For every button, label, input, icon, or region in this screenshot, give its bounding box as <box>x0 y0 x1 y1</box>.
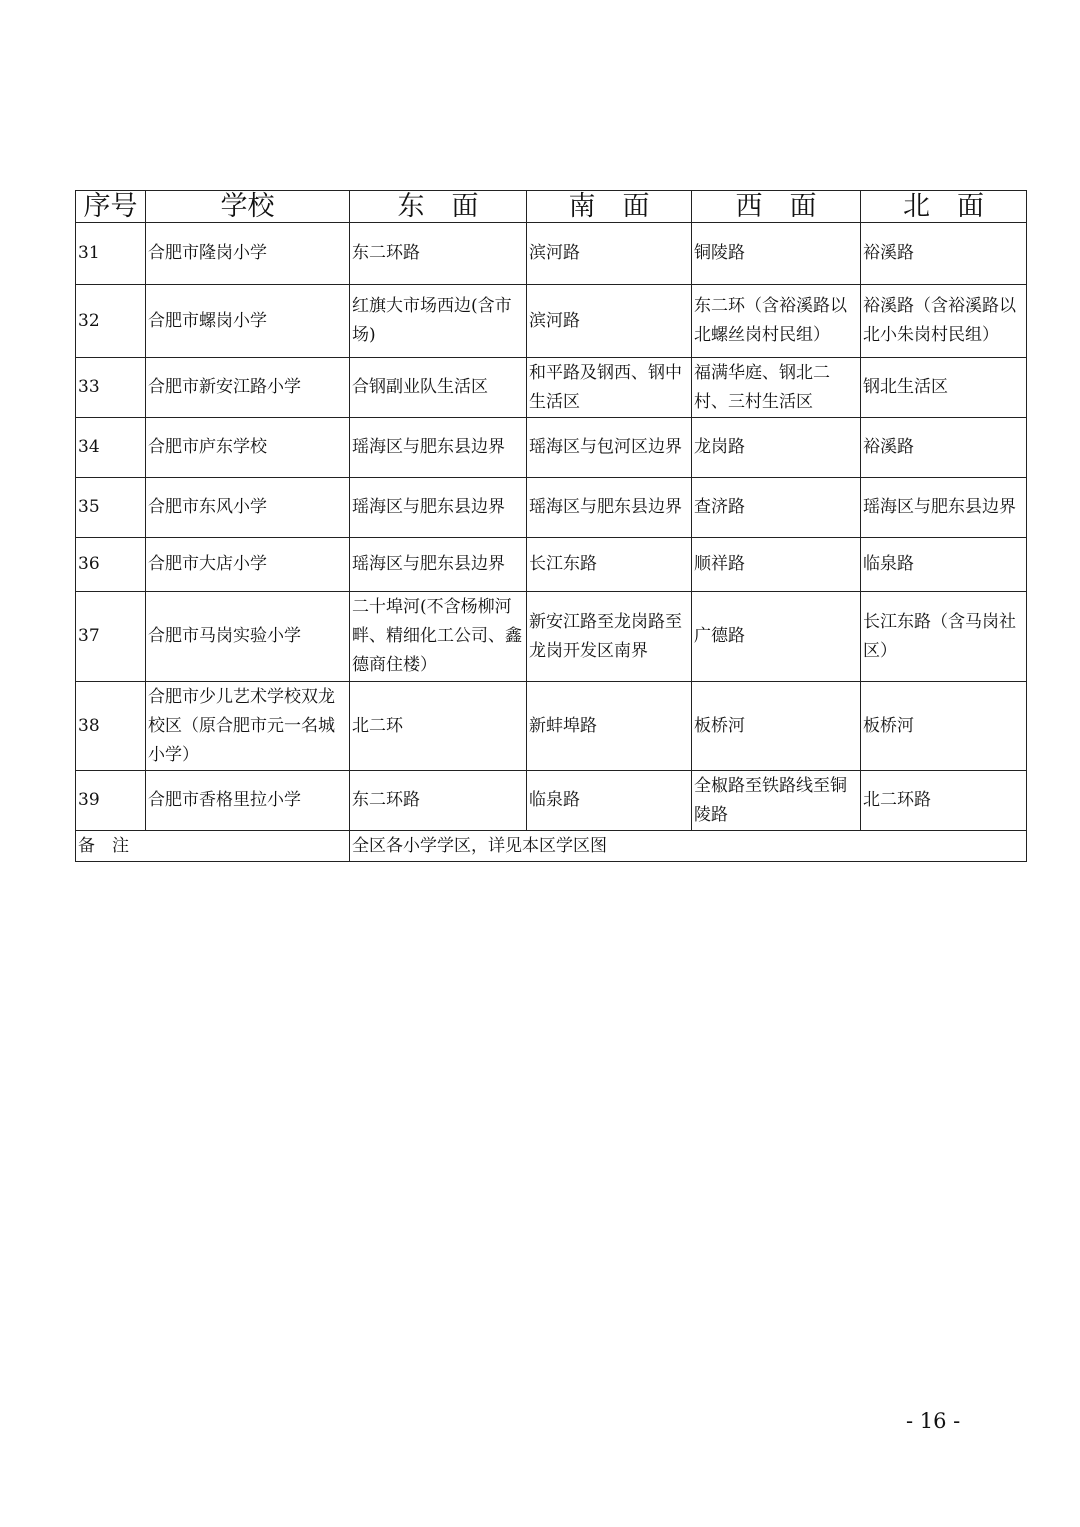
remark-text: 全区各小学学区，详见本区学区图 <box>350 831 1027 862</box>
north-boundary: 长江东路（含马岗社区） <box>861 592 1027 682</box>
school-district-table <box>75 190 1027 862</box>
table-row <box>76 418 1027 478</box>
south-boundary: 新安江路至龙岗路至龙岗开发区南界 <box>527 592 692 682</box>
table-row <box>76 478 1027 538</box>
row-number: 39 <box>76 771 146 831</box>
table-row <box>76 358 1027 418</box>
east-boundary: 北二环 <box>350 682 527 771</box>
row-number: 36 <box>76 538 146 592</box>
west-boundary: 龙岗路 <box>692 418 861 478</box>
south-boundary: 滨河路 <box>527 223 692 285</box>
west-boundary: 板桥河 <box>692 682 861 771</box>
school-name: 合肥市庐东学校 <box>146 418 350 478</box>
school-name: 合肥市隆岗小学 <box>146 223 350 285</box>
row-number: 34 <box>76 418 146 478</box>
school-name: 合肥市马岗实验小学 <box>146 592 350 682</box>
header-east: 东 面 <box>350 191 527 223</box>
row-number: 38 <box>76 682 146 771</box>
header-south: 南 面 <box>527 191 692 223</box>
north-boundary: 裕溪路 <box>861 418 1027 478</box>
row-number: 37 <box>76 592 146 682</box>
school-name: 合肥市大店小学 <box>146 538 350 592</box>
school-name: 合肥市少儿艺术学校双龙校区（原合肥市元一名城小学） <box>146 682 350 771</box>
north-boundary: 瑶海区与肥东县边界 <box>861 478 1027 538</box>
east-boundary: 合钢副业队生活区 <box>350 358 527 418</box>
west-boundary: 福满华庭、钢北二村、三村生活区 <box>692 358 861 418</box>
south-boundary: 和平路及钢西、钢中生活区 <box>527 358 692 418</box>
school-name: 合肥市香格里拉小学 <box>146 771 350 831</box>
west-boundary: 广德路 <box>692 592 861 682</box>
table-row <box>76 538 1027 592</box>
east-boundary: 东二环路 <box>350 223 527 285</box>
east-boundary: 瑶海区与肥东县边界 <box>350 478 527 538</box>
west-boundary: 东二环（含裕溪路以北螺丝岗村民组） <box>692 285 861 358</box>
north-boundary: 钢北生活区 <box>861 358 1027 418</box>
south-boundary: 新蚌埠路 <box>527 682 692 771</box>
west-boundary: 全椒路至铁路线至铜陵路 <box>692 771 861 831</box>
north-boundary: 板桥河 <box>861 682 1027 771</box>
remark-row <box>76 831 1027 862</box>
east-boundary: 瑶海区与肥东县边界 <box>350 538 527 592</box>
north-boundary: 北二环路 <box>861 771 1027 831</box>
south-boundary: 临泉路 <box>527 771 692 831</box>
south-boundary: 滨河路 <box>527 285 692 358</box>
east-boundary: 瑶海区与肥东县边界 <box>350 418 527 478</box>
row-number: 33 <box>76 358 146 418</box>
south-boundary: 瑶海区与肥东县边界 <box>527 478 692 538</box>
south-boundary: 瑶海区与包河区边界 <box>527 418 692 478</box>
header-number: 序号 <box>76 191 146 223</box>
school-name: 合肥市新安江路小学 <box>146 358 350 418</box>
north-boundary: 裕溪路 <box>861 223 1027 285</box>
header-school: 学校 <box>146 191 350 223</box>
row-number: 35 <box>76 478 146 538</box>
header-north: 北 面 <box>861 191 1027 223</box>
table-row <box>76 682 1027 771</box>
school-name: 合肥市东风小学 <box>146 478 350 538</box>
table-row <box>76 285 1027 358</box>
north-boundary: 临泉路 <box>861 538 1027 592</box>
west-boundary: 查济路 <box>692 478 861 538</box>
east-boundary: 红旗大市场西边(含市场) <box>350 285 527 358</box>
row-number: 32 <box>76 285 146 358</box>
east-boundary: 东二环路 <box>350 771 527 831</box>
table-row <box>76 592 1027 682</box>
table-row <box>76 223 1027 285</box>
page-number: - 16 - <box>906 1409 961 1433</box>
west-boundary: 顺祥路 <box>692 538 861 592</box>
header-west: 西 面 <box>692 191 861 223</box>
header-row <box>76 191 1027 223</box>
row-number: 31 <box>76 223 146 285</box>
east-boundary: 二十埠河(不含杨柳河畔、精细化工公司、鑫德商住楼） <box>350 592 527 682</box>
west-boundary: 铜陵路 <box>692 223 861 285</box>
school-name: 合肥市螺岗小学 <box>146 285 350 358</box>
north-boundary: 裕溪路（含裕溪路以北小朱岗村民组） <box>861 285 1027 358</box>
table-row <box>76 771 1027 831</box>
south-boundary: 长江东路 <box>527 538 692 592</box>
remark-label-text: 备注 <box>78 835 146 856</box>
remark-label <box>76 831 350 862</box>
